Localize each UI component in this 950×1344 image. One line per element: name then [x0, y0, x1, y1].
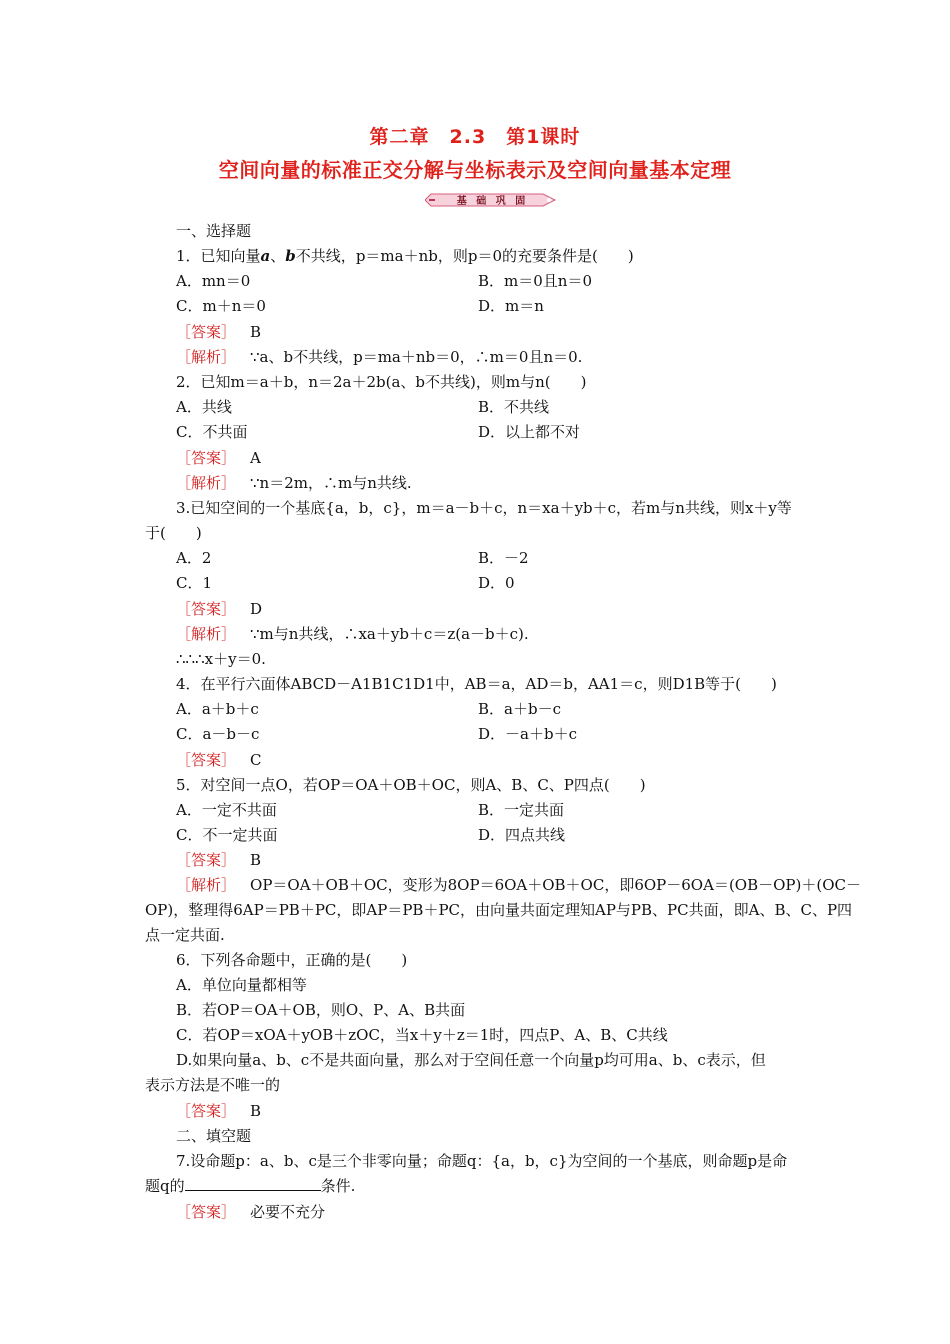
q7-suffix: 条件. — [320, 1177, 356, 1195]
q1-option-a: A．mn＝0 — [176, 272, 251, 290]
q5-option-d: D．四点共线 — [478, 826, 566, 844]
question-2-stem: 2．已知m＝a＋b，n＝2a＋2b(a、b不共线)，则m与n( ) — [176, 373, 587, 391]
q1-vec-b: b — [285, 247, 296, 265]
q7-prefix: 题q的 — [145, 1177, 185, 1195]
q3-answer — [176, 597, 262, 621]
chapter-title: 第二章 2.3 第1课时 — [369, 126, 581, 148]
q4-option-c: C．a－b－c — [176, 725, 260, 743]
answer-value: C — [250, 751, 262, 769]
q6-answer — [176, 1099, 261, 1123]
question-1-stem: 1．已知向量a、b不共线，p＝ma＋nb，则p＝0的充要条件是( ) — [176, 247, 634, 265]
q1-option-c: C．m＋n＝0 — [176, 297, 266, 315]
question-3-stem-cont: 于( ) — [145, 524, 202, 542]
q5-explanation — [176, 873, 861, 897]
explanation-text: ∵a、b不共线，p＝ma＋nb＝0，∴m＝0且n＝0. — [250, 348, 583, 366]
answer-label: ［答案］ — [176, 851, 237, 869]
section-fill-heading: 二、填空题 — [176, 1127, 252, 1145]
q5-option-a: A．一定不共面 — [176, 801, 277, 819]
explanation-label: ［解析］ — [176, 348, 237, 366]
q4-answer — [176, 748, 262, 772]
section-banner — [425, 190, 560, 210]
q6-option-a: A．单位向量都相等 — [176, 976, 307, 994]
q2-option-d: D．以上都不对 — [478, 423, 581, 441]
explanation-label: ［解析］ — [176, 625, 237, 643]
q6-option-d: D.如果向量a、b、c不是共面向量，那么对于空间任意一个向量p均可用a、b、c表示，但 — [176, 1051, 766, 1069]
q1-explanation — [176, 345, 582, 369]
explanation-label: ［解析］ — [176, 474, 237, 492]
banner-label: 基 础 巩 固 — [456, 196, 529, 207]
question-5-stem: 5．对空间一点O，若OP＝OA＋OB＋OC，则A、B、C、P四点( ) — [176, 776, 646, 794]
answer-label: ［答案］ — [176, 751, 237, 769]
section-choice-heading: 一、选择题 — [176, 222, 252, 240]
q6-option-b: B．若OP＝OA＋OB，则O、P、A、B共面 — [176, 1001, 466, 1019]
explanation-text: ∵m与n共线，∴xa＋yb＋c＝z(a－b＋c). — [250, 625, 529, 643]
q5-explanation-cont2: 点一定共面. — [145, 926, 225, 944]
answer-value: A — [250, 449, 261, 467]
answer-value: B — [250, 323, 262, 341]
q3-option-a: A．2 — [176, 549, 212, 567]
q1-option-d: D．m＝n — [478, 297, 544, 315]
q1-answer — [176, 320, 261, 344]
q2-option-a: A．共线 — [176, 398, 232, 416]
q1-intro: 1．已知向量 — [176, 247, 261, 265]
q1-eq: p＝ma＋nb — [355, 247, 438, 265]
q3-explanation-cont: ∴∴∴x＋y＝0. — [176, 650, 266, 668]
lesson-title: 空间向量的标准正交分解与坐标表示及空间向量基本定理 — [218, 158, 732, 182]
q2-option-b: B．不共线 — [478, 398, 550, 416]
q4-option-b: B．a＋b－c — [478, 700, 561, 718]
q3-explanation — [176, 622, 529, 646]
q1-tail: ，则p＝0的充要条件是( ) — [437, 247, 634, 265]
q3-option-c: C．1 — [176, 574, 213, 592]
question-7-stem-cont — [145, 1174, 355, 1198]
q2-answer — [176, 446, 261, 470]
explanation-text: OP＝OA＋OB＋OC，变形为8OP＝6OA＋OB＋OC，即6OP－6OA＝(OB－OP)＋(OC－ — [250, 876, 861, 894]
explanation-label: ［解析］ — [176, 876, 237, 894]
q5-explanation-cont: OP)，整理得6AP＝PB＋PC，即AP＝PB＋PC，由向量共面定理知AP与PB、PC共面，即A、B、C、P四 — [145, 901, 853, 919]
q4-option-a: A．a＋b＋c — [176, 700, 259, 718]
explanation-text: ∵n＝2m，∴m与n共线. — [250, 474, 412, 492]
answer-value: B — [250, 851, 262, 869]
q6-option-d-cont: 表示方法是不唯一的 — [145, 1076, 281, 1094]
fill-blank[interactable] — [185, 1174, 321, 1191]
answer-label: ［答案］ — [176, 1102, 237, 1120]
q1-option-b: B．m＝0且n＝0 — [478, 272, 592, 290]
q5-option-b: B．一定共面 — [478, 801, 565, 819]
answer-label: ［答案］ — [176, 1203, 237, 1221]
answer-value: 必要不充分 — [250, 1203, 326, 1221]
q1-vec-a: a — [260, 247, 271, 265]
q2-explanation — [176, 471, 412, 495]
q6-option-c: C．若OP＝xOA＋yOB＋zOC，当x＋y＋z＝1时，四点P、A、B、C共线 — [176, 1026, 668, 1044]
q1-mid: 不共线， — [295, 247, 356, 265]
answer-value: D — [250, 600, 263, 618]
question-6-stem: 6．下列各命题中，正确的是( ) — [176, 951, 408, 969]
question-4-stem: 4．在平行六面体ABCD－A1B1C1D1中，AB＝a，AD＝b，AA1＝c，则D1B等于( ) — [176, 675, 777, 693]
question-7-stem: 7.设命题p：a、b、c是三个非零向量；命题q：{a，b，c}为空间的一个基底，则命题p是命 — [176, 1152, 788, 1170]
answer-label: ［答案］ — [176, 600, 237, 618]
answer-label: ［答案］ — [176, 449, 237, 467]
q3-option-b: B．－2 — [478, 549, 529, 567]
question-3-stem: 3.已知空间的一个基底{a，b，c}，m＝a－b＋c，n＝xa＋yb＋c，若m与n共线，则x＋y等 — [176, 499, 792, 517]
q5-answer — [176, 848, 261, 872]
q2-option-c: C．不共面 — [176, 423, 248, 441]
q5-option-c: C．不一定共面 — [176, 826, 278, 844]
q3-option-d: D．0 — [478, 574, 515, 592]
q4-option-d: D．－a＋b＋c — [478, 725, 577, 743]
answer-label: ［答案］ — [176, 323, 237, 341]
answer-value: B — [250, 1102, 262, 1120]
q7-answer — [176, 1200, 325, 1224]
